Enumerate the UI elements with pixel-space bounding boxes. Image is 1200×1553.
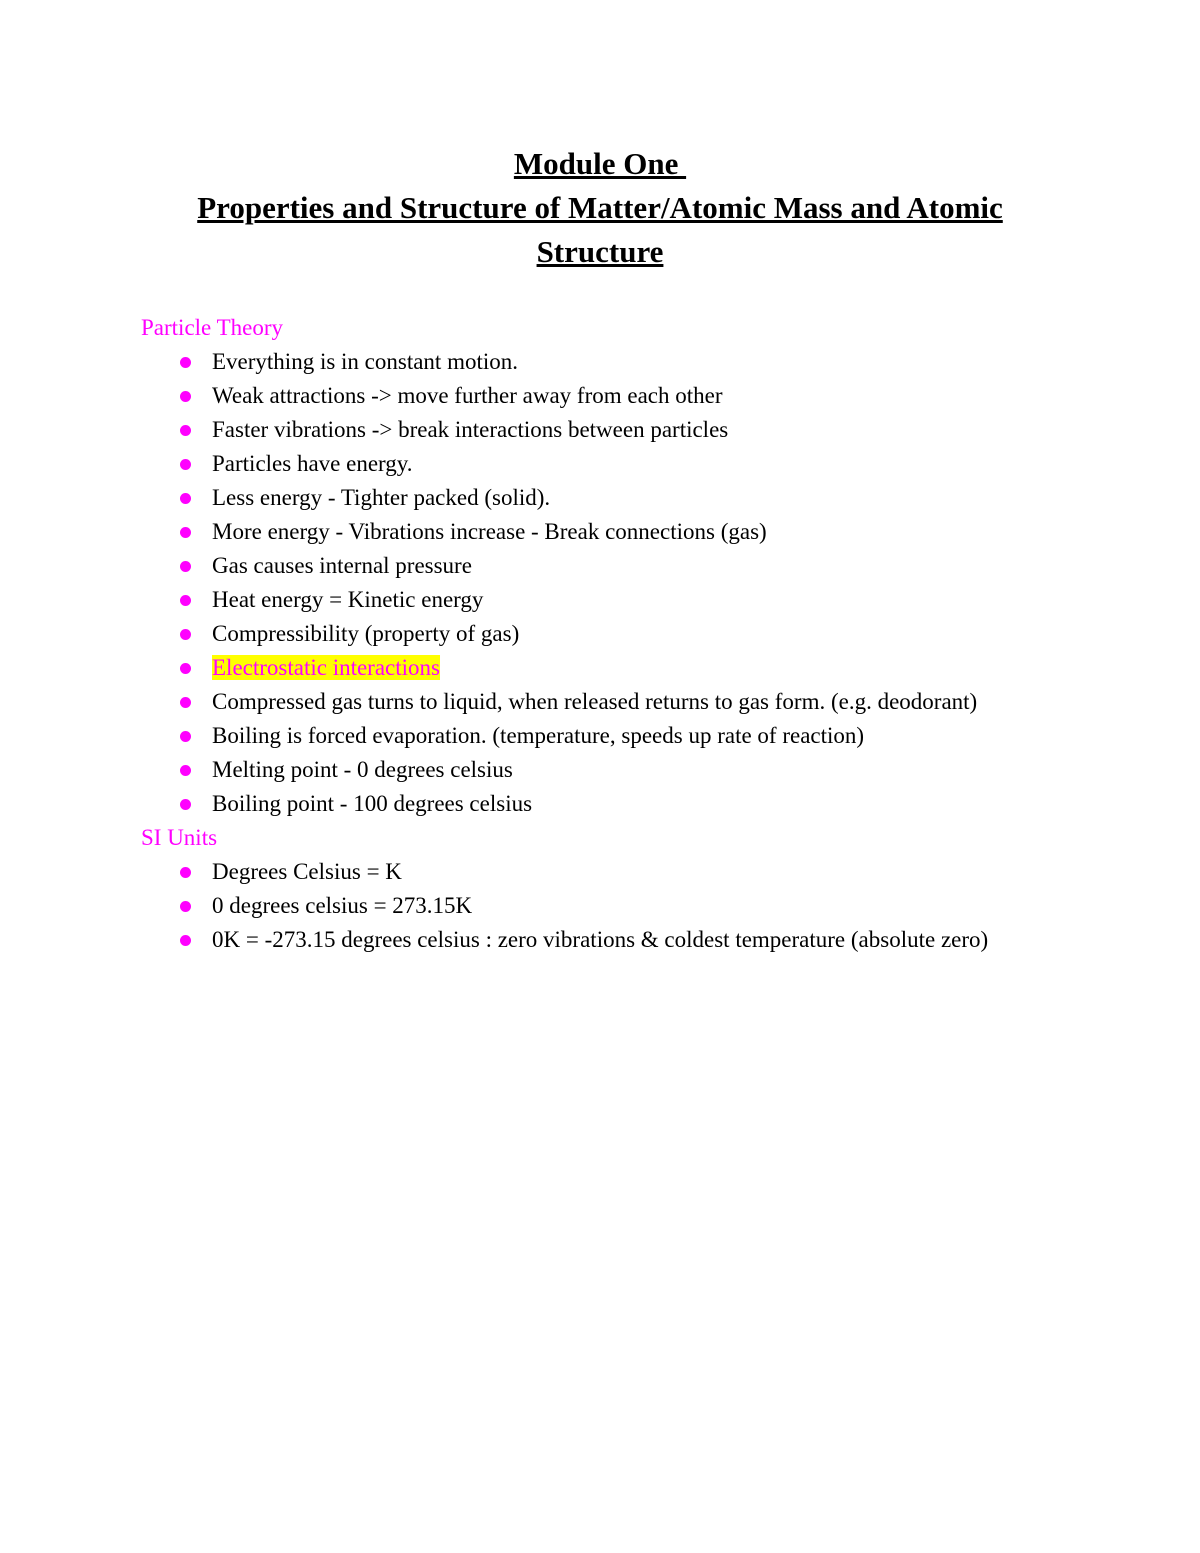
bullet-dot-icon xyxy=(180,867,191,878)
list-item xyxy=(141,685,1041,719)
bullet-dot-icon xyxy=(180,799,191,810)
document-body xyxy=(141,311,1041,957)
list-item-text: Particles have energy. xyxy=(212,451,413,476)
list-item-text: Faster vibrations -> break interactions between particles xyxy=(212,417,729,442)
list-item xyxy=(141,345,1041,379)
list-item-text: 0 degrees celsius = 273.15K xyxy=(212,893,473,918)
list-item-text: Heat energy = Kinetic energy xyxy=(212,587,484,612)
bullet-dot-icon xyxy=(180,765,191,776)
bullet-dot-icon xyxy=(180,697,191,708)
section-particle-theory xyxy=(141,311,1041,821)
list-item xyxy=(141,923,1041,957)
list-item-text: 0K = -273.15 degrees celsius : zero vibrations & coldest temperature (absolute zero) xyxy=(212,927,989,952)
list-item-text: Boiling point - 100 degrees celsius xyxy=(212,791,533,816)
list-item xyxy=(141,889,1041,923)
list-item xyxy=(141,379,1041,413)
document-title xyxy=(0,142,1200,274)
bullet-dot-icon xyxy=(180,731,191,742)
bullet-dot-icon xyxy=(180,595,191,606)
list-item xyxy=(141,753,1041,787)
list-item xyxy=(141,719,1041,753)
list-item xyxy=(141,617,1041,651)
bullet-dot-icon xyxy=(180,527,191,538)
section-si-units xyxy=(141,821,1041,957)
list-item-text: Boiling is forced evaporation. (temperature, speeds up rate of reaction) xyxy=(212,723,865,748)
list-item-text: Degrees Celsius = K xyxy=(212,859,402,884)
list-item-text: Melting point - 0 degrees celsius xyxy=(212,757,513,782)
list-item xyxy=(141,549,1041,583)
highlighted-item-text: Electrostatic interactions xyxy=(212,655,440,680)
list-item-text: Compressibility (property of gas) xyxy=(212,621,520,646)
bullet-dot-icon xyxy=(180,357,191,368)
title-line-module: Module One xyxy=(513,146,687,181)
section-heading: Particle Theory xyxy=(141,315,283,340)
bullet-dot-icon xyxy=(180,663,191,674)
title-line-topic: Properties and Structure of Matter/Atomic Mass and Atomic xyxy=(197,190,1003,225)
title-line-topic-continued: Structure xyxy=(536,234,664,269)
bullet-list xyxy=(141,855,1041,957)
bullet-list xyxy=(141,345,1041,821)
list-item xyxy=(141,651,1041,685)
bullet-dot-icon xyxy=(180,459,191,470)
list-item xyxy=(141,583,1041,617)
list-item xyxy=(141,515,1041,549)
list-item-text: More energy - Vibrations increase - Break connections (gas) xyxy=(212,519,767,544)
bullet-dot-icon xyxy=(180,901,191,912)
bullet-dot-icon xyxy=(180,629,191,640)
list-item xyxy=(141,787,1041,821)
list-item xyxy=(141,447,1041,481)
list-item-text: Less energy - Tighter packed (solid). xyxy=(212,485,551,510)
bullet-dot-icon xyxy=(180,425,191,436)
list-item-text: Weak attractions -> move further away from each other xyxy=(212,383,723,408)
list-item-text: Everything is in constant motion. xyxy=(212,349,518,374)
bullet-dot-icon xyxy=(180,391,191,402)
list-item xyxy=(141,855,1041,889)
list-item-text: Compressed gas turns to liquid, when released returns to gas form. (e.g. deodorant) xyxy=(212,689,978,714)
bullet-dot-icon xyxy=(180,561,191,572)
list-item xyxy=(141,413,1041,447)
list-item xyxy=(141,481,1041,515)
bullet-dot-icon xyxy=(180,493,191,504)
section-heading: SI Units xyxy=(141,825,218,850)
list-item-text: Gas causes internal pressure xyxy=(212,553,472,578)
bullet-dot-icon xyxy=(180,935,191,946)
